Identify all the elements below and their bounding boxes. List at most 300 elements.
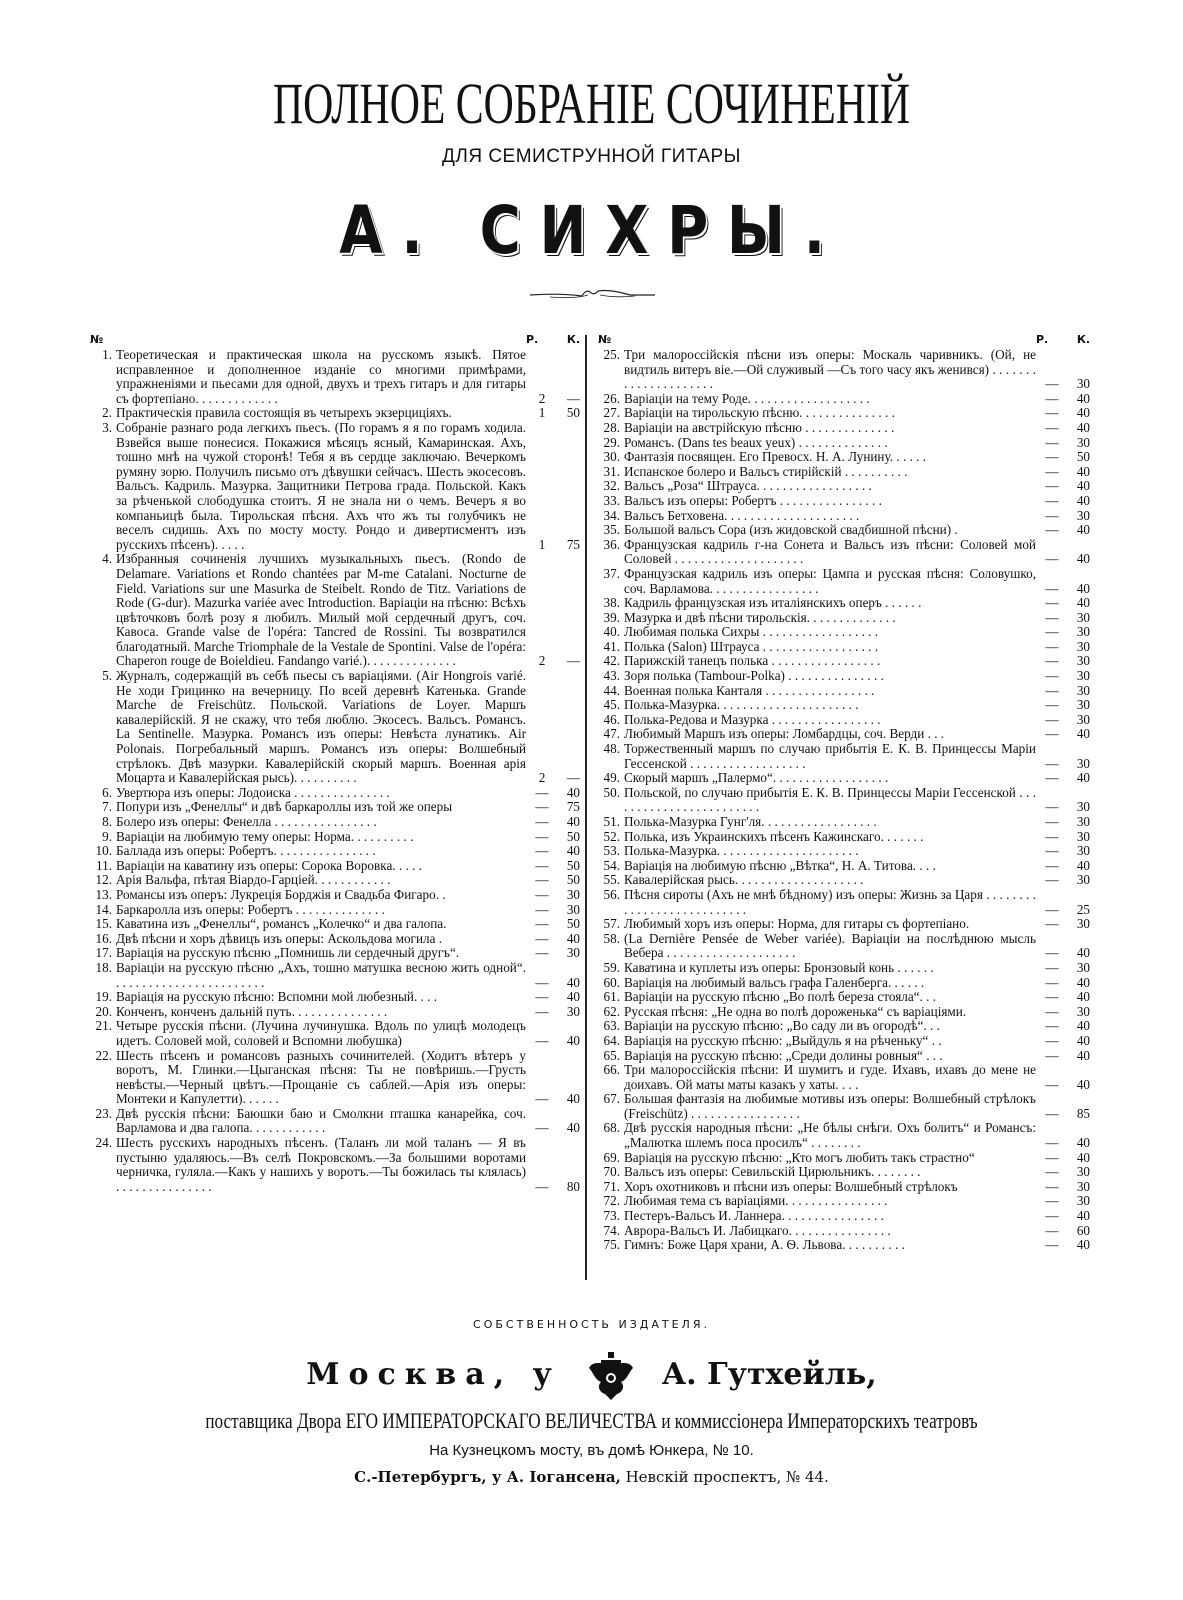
entry-title: Четыре русскія пѣсни. (Лучина лучинушка. Вдоль по улицѣ молодецъ идетъ. Соловей мой, соловей и Вспомни любушка) [116, 1018, 526, 1048]
entry-number: 14. [95, 901, 112, 917]
entry-price [526, 800, 580, 815]
price-rubles: — [1045, 726, 1059, 742]
catalog-entry [598, 859, 1090, 874]
price-rubles: — [1045, 770, 1059, 786]
price-kopecks: 40 [1076, 492, 1090, 508]
price-kopecks: 30 [1076, 1193, 1090, 1209]
entry-price [1036, 669, 1090, 684]
entry-number: 19. [95, 989, 112, 1005]
imperial-eagle-icon [587, 1350, 635, 1402]
price-kopecks: 30 [1076, 1003, 1090, 1019]
price-kopecks: 30 [1076, 828, 1090, 844]
catalog-entry [598, 1165, 1090, 1180]
price-kopecks: 30 [1076, 843, 1090, 859]
entry-price [1036, 450, 1090, 465]
entry-number: 55. [603, 872, 620, 888]
entry-title: Кавалерійская рысь. . . . . . . . . . . . . . . . . . . . [624, 872, 864, 888]
catalog-entry [598, 932, 1090, 961]
catalog-entry [598, 1063, 1090, 1092]
entry-title: Польской, по случаю прибытія Е. К. В. Принцессы Маріи Гессенской . . . . . . . . . . . . . . . . . . . . . . . . [624, 784, 1036, 815]
price-kopecks: 30 [1076, 609, 1090, 625]
price-kopecks: 40 [1076, 1032, 1090, 1048]
entry-price [1036, 844, 1090, 859]
catalog-entry [598, 1224, 1090, 1239]
entry-title: Полька-Мазурка Гунг'ля. . . . . . . . . . . . . . . . . . [624, 814, 877, 829]
price-rubles: — [1045, 799, 1059, 815]
catalog-entry [598, 1151, 1090, 1166]
entry-price [526, 873, 580, 888]
catalog-entry [598, 479, 1090, 494]
entry-price [526, 888, 580, 903]
entry-title: Испанское болеро и Вальсъ стирійскій . . . . . . . . . . [624, 463, 908, 479]
price-kopecks: 40 [1076, 974, 1090, 990]
entry-number: 17. [95, 945, 112, 961]
price-kopecks: 40 [1076, 1149, 1090, 1165]
price-rubles: — [535, 1032, 549, 1048]
price-kopecks: 40 [1076, 857, 1090, 873]
entry-number: 73. [603, 1208, 620, 1224]
price-rubles: — [1045, 814, 1059, 829]
entry-title: Варіаціи на русскую пѣсню „Ахъ, тошно матушка весною жить одной“. . . . . . . . . . . . . . . . . . . . . . . . [116, 959, 526, 990]
price-rubles: — [1045, 595, 1059, 611]
entry-number: 65. [603, 1047, 620, 1063]
price-kopecks: 40 [566, 843, 580, 859]
price-rubles: — [1045, 492, 1059, 508]
column-divider [585, 335, 587, 1280]
catalog-entry [90, 888, 580, 903]
entry-title: Пестеръ-Вальсъ И. Ланнера. . . . . . . . . . . . . . . . [624, 1208, 884, 1224]
entry-number: 27. [603, 405, 620, 421]
price-rubles: — [535, 1120, 549, 1136]
price-rubles: — [535, 799, 549, 815]
entry-number: 60. [603, 974, 620, 990]
catalog-entry [90, 786, 580, 801]
entry-price [1036, 1238, 1090, 1253]
price-kopecks: 30 [1076, 376, 1090, 392]
entry-number: 50. [603, 784, 620, 800]
price-kopecks: 40 [1076, 945, 1090, 961]
catalog-entry [598, 990, 1090, 1005]
price-rubles: — [1045, 1178, 1059, 1194]
entry-title: Зоря полька (Tambour-Polka) . . . . . . . . . . . . . . . [624, 668, 884, 684]
entry-title: Собраніе разнаго рода легкихъ пьесъ. (По горамъ я я по горамъ ходила. Взвейся выше понесися. Покажися мѣсяцъ ясный, Камаринская. Ахъ, тошно мнѣ на чужой сторонѣ! Тебя я въ сердце заключаю. Вечеркомъ румяну зорю. Получилъ письмо отъ дѣвушки сейчасъ. Шесть экосесовъ. Вальсъ. Кадриль. Мазурка. Защитники Петрова града. Польской. Какъ за рѣченькой слободушка стоитъ. Я не знала ни о чемъ. Вечеръ я во компаньицѣ была. Тирольская пѣсня. Ахъ что жъ ты голубчикъ не веселъ сидишь. Ахъ по мосту мосту. Рондо и дивертисментъ изъ русскихъ пѣсенъ). . . . . [116, 419, 526, 552]
number-header: № [90, 333, 104, 346]
entry-title: Хоръ охотниковъ и пѣсни изъ оперы: Волшебный стрѣлокъ [624, 1178, 958, 1194]
entry-title: Варіаціи на австрійскую пѣсню . . . . . . . . . . . . . . [624, 419, 895, 435]
price-kopecks: 30 [1076, 1178, 1090, 1194]
catalog-entry [598, 1049, 1090, 1064]
price-kopecks: 40 [1076, 580, 1090, 596]
entry-number: 44. [603, 682, 620, 698]
entry-title: Варіаціи на русскую пѣсню „Во полѣ береза стояла“. . . [624, 989, 937, 1005]
price-rubles: — [535, 857, 549, 873]
catalog-entry [90, 859, 580, 874]
catalog-entry [90, 1005, 580, 1020]
entry-price [1036, 596, 1090, 611]
publisher-city: Москва, у [306, 1357, 561, 1392]
catalog-entry [598, 961, 1090, 976]
entry-price [1036, 1136, 1090, 1151]
catalog-entry [598, 727, 1090, 742]
number-header: № [598, 333, 612, 346]
price-kopecks: — [566, 770, 580, 786]
price-kopecks: 30 [1076, 1164, 1090, 1180]
price-kopecks: 30 [1076, 668, 1090, 684]
entry-price [1036, 1107, 1090, 1122]
rubles-header: Р. [526, 333, 539, 346]
catalog-column-right [598, 333, 1090, 1253]
entry-price [526, 1034, 580, 1049]
entry-price [1036, 1194, 1090, 1209]
entry-number: 68. [603, 1120, 620, 1136]
entry-price [1036, 757, 1090, 772]
price-rubles: 2 [538, 653, 546, 669]
price-rubles: — [1045, 1018, 1059, 1034]
catalog-entry [90, 932, 580, 947]
entry-title: Военная полька Канталя . . . . . . . . . . . . . . . . . [624, 682, 875, 698]
entry-number: 70. [603, 1164, 620, 1180]
entry-number: 40. [603, 624, 620, 640]
price-kopecks: 40 [1076, 551, 1090, 567]
column-header [90, 333, 580, 347]
entry-title: Полька-Редова и Мазурка . . . . . . . . . . . . . . . . . [624, 711, 881, 727]
entry-number: 32. [603, 478, 620, 494]
price-kopecks: — [566, 390, 580, 406]
catalog-entry [598, 392, 1090, 407]
entry-title: Двѣ пѣсни и хоръ дѣвицъ изъ оперы: Аскольдова могила . [116, 930, 443, 946]
entry-title: Русская пѣсня: „Не одна во полѣ дороженька“ съ варіаціями. [624, 1003, 967, 1019]
entry-price [526, 844, 580, 859]
price-rubles: — [1045, 857, 1059, 873]
catalog-entry [598, 654, 1090, 669]
catalog-entry [90, 903, 580, 918]
entry-number: 52. [603, 828, 620, 844]
catalog-entry [598, 436, 1090, 451]
entry-price [1036, 961, 1090, 976]
catalog-entry [598, 567, 1090, 596]
entry-number: 49. [603, 770, 620, 786]
price-rubles: — [1045, 580, 1059, 596]
entry-price [1036, 1151, 1090, 1166]
entry-title: Каватина изъ „Фенеллы“, романсъ „Колечко“ и два галопа. [116, 916, 447, 932]
price-kopecks: 30 [566, 945, 580, 961]
entry-number: 63. [603, 1018, 620, 1034]
entry-number: 4. [102, 551, 112, 567]
entry-price [1036, 1078, 1090, 1093]
price-kopecks: 50 [566, 857, 580, 873]
price-rubles: — [1045, 843, 1059, 859]
price-kopecks: 40 [566, 974, 580, 990]
price-kopecks: 40 [1076, 595, 1090, 611]
petersburg-agent: С.-Петербургъ, у А. Іогансена, [354, 1468, 621, 1486]
entry-price [1036, 465, 1090, 480]
catalog-entry [598, 1019, 1090, 1034]
price-rubles: — [1045, 872, 1059, 888]
entry-title: Практическія правила состоящія въ четырехъ экзерциціяхъ. [116, 405, 452, 421]
kopecks-header: К. [1076, 333, 1090, 346]
entry-title: Варіація на русскую пѣсню: „Среди долины ровныя“ . . . [624, 1047, 943, 1063]
catalog-entry [90, 1019, 580, 1048]
entry-title: Варіаціи на тему Роде. . . . . . . . . . . . . . . . . . . [624, 390, 870, 406]
entry-price [1036, 800, 1090, 815]
entry-number: 72. [603, 1193, 620, 1209]
price-rubles: — [1045, 478, 1059, 494]
price-kopecks: 30 [1076, 711, 1090, 727]
entry-number: 59. [603, 959, 620, 975]
price-rubles: 1 [538, 536, 546, 552]
entry-title: Торжественный маршъ по случаю прибытія Е. К. В. Принцессы Маріи Гессенской . . . . . . . . . . . . . . . . . . [624, 741, 1036, 771]
entry-number: 25. [603, 347, 620, 362]
price-rubles: — [1045, 901, 1059, 917]
entry-number: 61. [603, 989, 620, 1005]
price-rubles: — [1045, 449, 1059, 465]
price-rubles: — [535, 814, 549, 829]
entry-title: Двѣ русскія народныя пѣсни: „Не бѣлы снѣги. Охъ болитъ“ и Романсъ: „Малютка шлемъ поса просилъ“ . . . . . . . . [624, 1120, 1036, 1151]
entry-price [1036, 976, 1090, 991]
price-rubles: — [1045, 1135, 1059, 1151]
entry-price [1036, 509, 1090, 524]
entry-price [1036, 830, 1090, 845]
entry-number: 15. [95, 916, 112, 932]
price-rubles: — [1045, 653, 1059, 669]
entry-title: Шесть русскихъ народныхъ пѣсенъ. (Таланъ ли мой таланъ — Я въ пустыню удаляюсь.—Въ селѣ Покровскомъ.—За большими воротами черничка, гуляла.—Какъ у нашихъ у воротъ.—Ты божилась ты клялась) . . . . . . . . . . . . . . . [116, 1135, 526, 1194]
publisher-title: поставщика Двора ЕГО ИМПЕРАТОРСКАГО ВЕЛИЧЕСТВА и коммиссіонера Императорскихъ театровъ [205, 1408, 978, 1433]
entry-title: Три малороссійскія пѣсни: И шумитъ и гуде. Ихавъ, ихавъ до мене не доихавъ. Ой маты маты казакъ у хаты. . . . [624, 1062, 1036, 1092]
entry-title: Увертюра изъ оперы: Лодоиска . . . . . . . . . . . . . . . [116, 784, 390, 800]
entry-title: Варіація на русскую пѣсню: Вспомни мой любезный. . . . [116, 989, 438, 1005]
entry-title: Романсъ. (Dans tes beaux yeux) . . . . . . . . . . . . . . [624, 434, 888, 450]
catalog-entry [90, 917, 580, 932]
catalog-entry [90, 669, 580, 786]
entry-title: Варіація на русскую пѣсню „Помнишь ли сердечный другъ“. [116, 945, 460, 961]
entry-number: 43. [603, 668, 620, 684]
entry-number: 35. [603, 522, 620, 538]
entry-number: 31. [603, 463, 620, 479]
entry-price [1036, 1019, 1090, 1034]
price-rubles: — [1045, 624, 1059, 640]
entry-price [526, 946, 580, 961]
price-kopecks: 40 [566, 784, 580, 800]
price-kopecks: 40 [1076, 989, 1090, 1005]
entry-number: 53. [603, 843, 620, 859]
entry-price [526, 903, 580, 918]
entry-number: 57. [603, 916, 620, 932]
price-rubles: — [1045, 1222, 1059, 1238]
price-kopecks: 50 [1076, 449, 1090, 465]
entry-number: 74. [603, 1222, 620, 1238]
entry-title: Кадриль французская изъ италіянскихъ оперъ . . . . . . [624, 595, 922, 611]
entry-price [526, 654, 580, 669]
price-rubles: — [1045, 1208, 1059, 1224]
price-rubles: — [535, 989, 549, 1005]
entry-title: Любимая полька Сихры . . . . . . . . . . . . . . . . . . [624, 624, 879, 640]
entry-title: Варіаціи на тирольскую пѣсню. . . . . . . . . . . . . . . [624, 405, 895, 421]
catalog-entry [598, 1034, 1090, 1049]
catalog-list-right [598, 348, 1090, 1253]
price-rubles: — [1045, 1164, 1059, 1180]
entry-number: 38. [603, 595, 620, 611]
price-rubles: — [1045, 638, 1059, 654]
catalog-column-left [90, 333, 580, 1194]
price-rubles: — [1045, 959, 1059, 975]
entry-price [1036, 1209, 1090, 1224]
price-rubles: — [535, 901, 549, 917]
price-rubles: — [1045, 916, 1059, 932]
entry-title: Вальсъ изъ оперы: Севильскій Цирюльникъ. . . . . . . . [624, 1164, 921, 1180]
price-kopecks: 80 [566, 1178, 580, 1194]
entry-number: 36. [603, 536, 620, 552]
entry-number: 54. [603, 857, 620, 873]
entry-title: Теоретическая и практическая школа на русскомъ языкѣ. Пятое исправленное и дополненное изданіе со многими примѣрами, упражненіями и пьесами для одной, двухъ и трехъ гитаръ и для гитары съ фортепіано. . . . . . . . . . . . . [116, 347, 526, 406]
price-kopecks: 40 [1076, 522, 1090, 538]
entry-title: Полька-Мазурка. . . . . . . . . . . . . . . . . . . . . . [624, 843, 859, 859]
entry-price [1036, 654, 1090, 669]
entry-price [526, 1092, 580, 1107]
entry-price [526, 932, 580, 947]
price-kopecks: 30 [566, 886, 580, 902]
catalog-entry [598, 830, 1090, 845]
price-kopecks: 50 [566, 828, 580, 844]
entry-price [1036, 406, 1090, 421]
entry-title: Варіація на любимый вальсъ графа Галенберга. . . . . . [624, 974, 925, 990]
catalog-entry [598, 348, 1090, 392]
price-kopecks: 40 [1076, 463, 1090, 479]
price-kopecks: 40 [1076, 1135, 1090, 1151]
price-kopecks: 50 [566, 405, 580, 421]
entry-number: 30. [603, 449, 620, 465]
entry-price [1036, 494, 1090, 509]
catalog-entry [598, 465, 1090, 480]
entry-number: 62. [603, 1003, 620, 1019]
catalog-entry [598, 1121, 1090, 1150]
entry-number: 1. [102, 347, 112, 362]
entry-price [526, 406, 580, 421]
entry-number: 29. [603, 434, 620, 450]
price-rubles: — [1045, 551, 1059, 567]
price-rubles: — [1045, 755, 1059, 771]
price-rubles: 2 [538, 390, 546, 406]
catalog-entry [90, 348, 580, 406]
price-kopecks: 30 [1076, 682, 1090, 698]
entry-title: Варіація на русскую пѣсню: „Выйдуль я на рѣченьку“ . . [624, 1032, 942, 1048]
catalog-entry [90, 800, 580, 815]
entry-title: Большой вальсъ Сора (изъ жидовской свадбишной пѣсни) . [624, 522, 958, 538]
entry-number: 3. [102, 419, 112, 435]
entry-number: 48. [603, 741, 620, 757]
price-kopecks: — [566, 653, 580, 669]
entry-price [1036, 479, 1090, 494]
entry-price [1036, 859, 1090, 874]
catalog-entry [598, 873, 1090, 888]
catalog-entry [90, 844, 580, 859]
entry-title: Варіаціи на любимую тему оперы: Норма. . . . . . . . . . [116, 828, 414, 844]
entry-title: (La Dernière Pensée de Weber variée). Варіаціи на послѣднюю мысль Вебера . . . . . . . . . . . . . . . . . . . . [624, 930, 1036, 961]
price-rubles: — [535, 1178, 549, 1194]
price-rubles: — [535, 974, 549, 990]
entry-title: Арія Вальфа, пѣтая Віардо-Гарціей. . . . . . . . . . . . [116, 872, 391, 888]
entry-price [1036, 815, 1090, 830]
entry-title: Любимый хоръ изъ оперы: Норма, для гитары съ фортепіано. [624, 916, 970, 932]
entry-price [1036, 727, 1090, 742]
composer-name: А. СИХРЫ. [339, 192, 844, 269]
entry-number: 42. [603, 653, 620, 669]
price-rubles: — [1045, 989, 1059, 1005]
entry-title: Скорый маршъ „Палермо“. . . . . . . . . . . . . . . . . . [624, 770, 889, 786]
entry-price [1036, 713, 1090, 728]
catalog-entry [598, 771, 1090, 786]
entry-number: 8. [102, 814, 112, 829]
entry-price [526, 859, 580, 874]
entry-price [1036, 946, 1090, 961]
price-kopecks: 30 [1076, 872, 1090, 888]
entry-number: 46. [603, 711, 620, 727]
catalog-entry [598, 1180, 1090, 1195]
price-kopecks: 75 [566, 536, 580, 552]
price-rubles: — [1045, 828, 1059, 844]
entry-title: Французская кадриль г-на Сонета и Вальсъ изъ пѣсни: Соловей мой Соловей . . . . . . . . . . . . . . . . . . . . [624, 536, 1036, 567]
entry-price [1036, 377, 1090, 392]
entry-price [1036, 1005, 1090, 1020]
entry-price [526, 830, 580, 845]
price-rubles: — [1045, 507, 1059, 523]
catalog-entry [90, 406, 580, 421]
price-kopecks: 40 [1076, 419, 1090, 435]
catalog-entry [598, 815, 1090, 830]
entry-number: 2. [102, 405, 112, 421]
price-kopecks: 40 [1076, 1237, 1090, 1253]
entry-price [1036, 640, 1090, 655]
entry-number: 16. [95, 930, 112, 946]
price-kopecks: 30 [566, 901, 580, 917]
price-rubles: — [535, 784, 549, 800]
catalog-entry [598, 625, 1090, 640]
price-rubles: 1 [538, 405, 546, 421]
entry-number: 22. [95, 1047, 112, 1063]
price-kopecks: 40 [1076, 405, 1090, 421]
entry-number: 75. [603, 1237, 620, 1253]
price-rubles: — [1045, 711, 1059, 727]
catalog-entry [598, 742, 1090, 771]
price-rubles: — [1045, 376, 1059, 392]
price-rubles: — [1045, 1003, 1059, 1019]
publisher-line [0, 1350, 1183, 1402]
price-rubles: — [535, 886, 549, 902]
price-rubles: — [1045, 1076, 1059, 1092]
catalog-entry [598, 844, 1090, 859]
price-kopecks: 40 [566, 1091, 580, 1107]
entry-price [526, 976, 580, 991]
price-kopecks: 60 [1076, 1222, 1090, 1238]
price-rubles: — [1045, 1105, 1059, 1121]
price-kopecks: 30 [1076, 697, 1090, 713]
catalog-entry [598, 698, 1090, 713]
price-rubles: — [1045, 697, 1059, 713]
price-kopecks: 40 [1076, 1076, 1090, 1092]
catalog-entry [90, 1136, 580, 1194]
page-subtitle: ДЛЯ СЕМИСТРУННОЙ ГИТАРЫ [442, 146, 741, 167]
publisher-name: А. Гутхейль, [661, 1357, 877, 1392]
entry-number: 47. [603, 726, 620, 742]
catalog-entry [90, 830, 580, 845]
price-kopecks: 30 [1076, 959, 1090, 975]
price-kopecks: 75 [566, 799, 580, 815]
entry-number: 33. [603, 492, 620, 508]
catalog-entry [598, 640, 1090, 655]
price-kopecks: 30 [1076, 653, 1090, 669]
rubles-header: Р. [1036, 333, 1049, 346]
price-kopecks: 50 [566, 872, 580, 888]
price-rubles: — [535, 916, 549, 932]
